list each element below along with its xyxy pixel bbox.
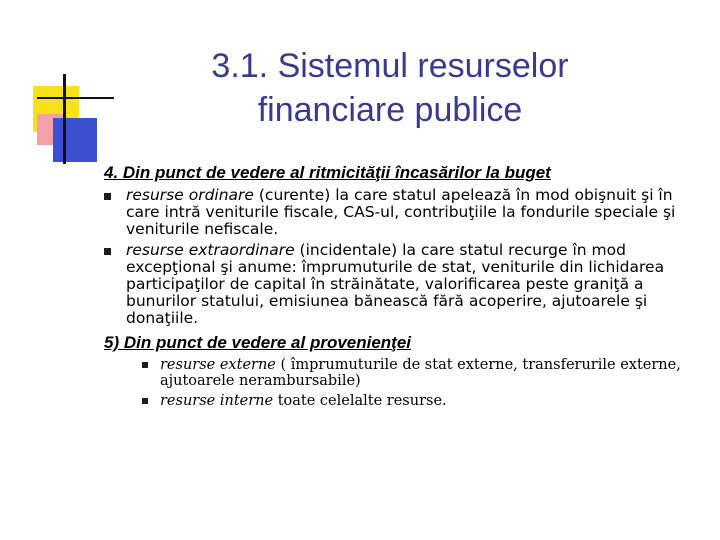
list-item-ordinary-resources: [104, 187, 704, 238]
slide-title: [150, 44, 630, 132]
logo-blue-square: [53, 118, 97, 162]
item-text: ( împrumuturile de stat externe, transferurile externe, ajutoarele nerambursabile): [160, 357, 681, 389]
square-bullet-icon: [142, 398, 148, 404]
list-item-extraordinary-resources: [104, 242, 704, 327]
section-4-heading: 4. Din punct de vedere al ritmicităţii încasărilor la buget: [104, 163, 551, 182]
section-5-heading: 5) Din punct de vedere al provenienţei: [104, 333, 412, 352]
title-line-1: 3.1. Sistemul resurselor: [211, 47, 569, 85]
term-label: resurse externe: [160, 357, 276, 373]
list-item-internal-resources: [104, 393, 704, 409]
logo-vertical-line: [63, 74, 66, 164]
decorative-logo: [0, 0, 120, 170]
square-bullet-icon: [104, 248, 111, 255]
item-text: (incidentale) la care statul recurge în mod excepţional şi anume: împrumuturile de stat, veniturile din lichidarea participaţilor de capital în străinătate, valorificarea peste graniţă a bunurilor statului, emisiunea bănească fără acoperire, ajutoarele şi donaţiile.: [126, 241, 665, 327]
slide-content: [104, 163, 704, 409]
term-label: resurse ordinare: [126, 186, 254, 204]
square-bullet-icon: [104, 193, 111, 200]
logo-horizontal-line: [37, 97, 114, 99]
term-label: resurse extraordinare: [126, 241, 295, 259]
title-line-2: financiare publice: [257, 91, 523, 129]
term-label: resurse interne: [160, 393, 274, 409]
square-bullet-icon: [142, 362, 148, 368]
list-item-external-resources: [104, 357, 704, 389]
item-text: toate celelalte resurse.: [273, 393, 447, 409]
item-text: (curente) la care statul apelează în mod obişnuit şi în care intră veniturile fiscale, CAS-ul, contribuţiile la fondurile speciale şi veniturile nefiscale.: [126, 186, 676, 238]
